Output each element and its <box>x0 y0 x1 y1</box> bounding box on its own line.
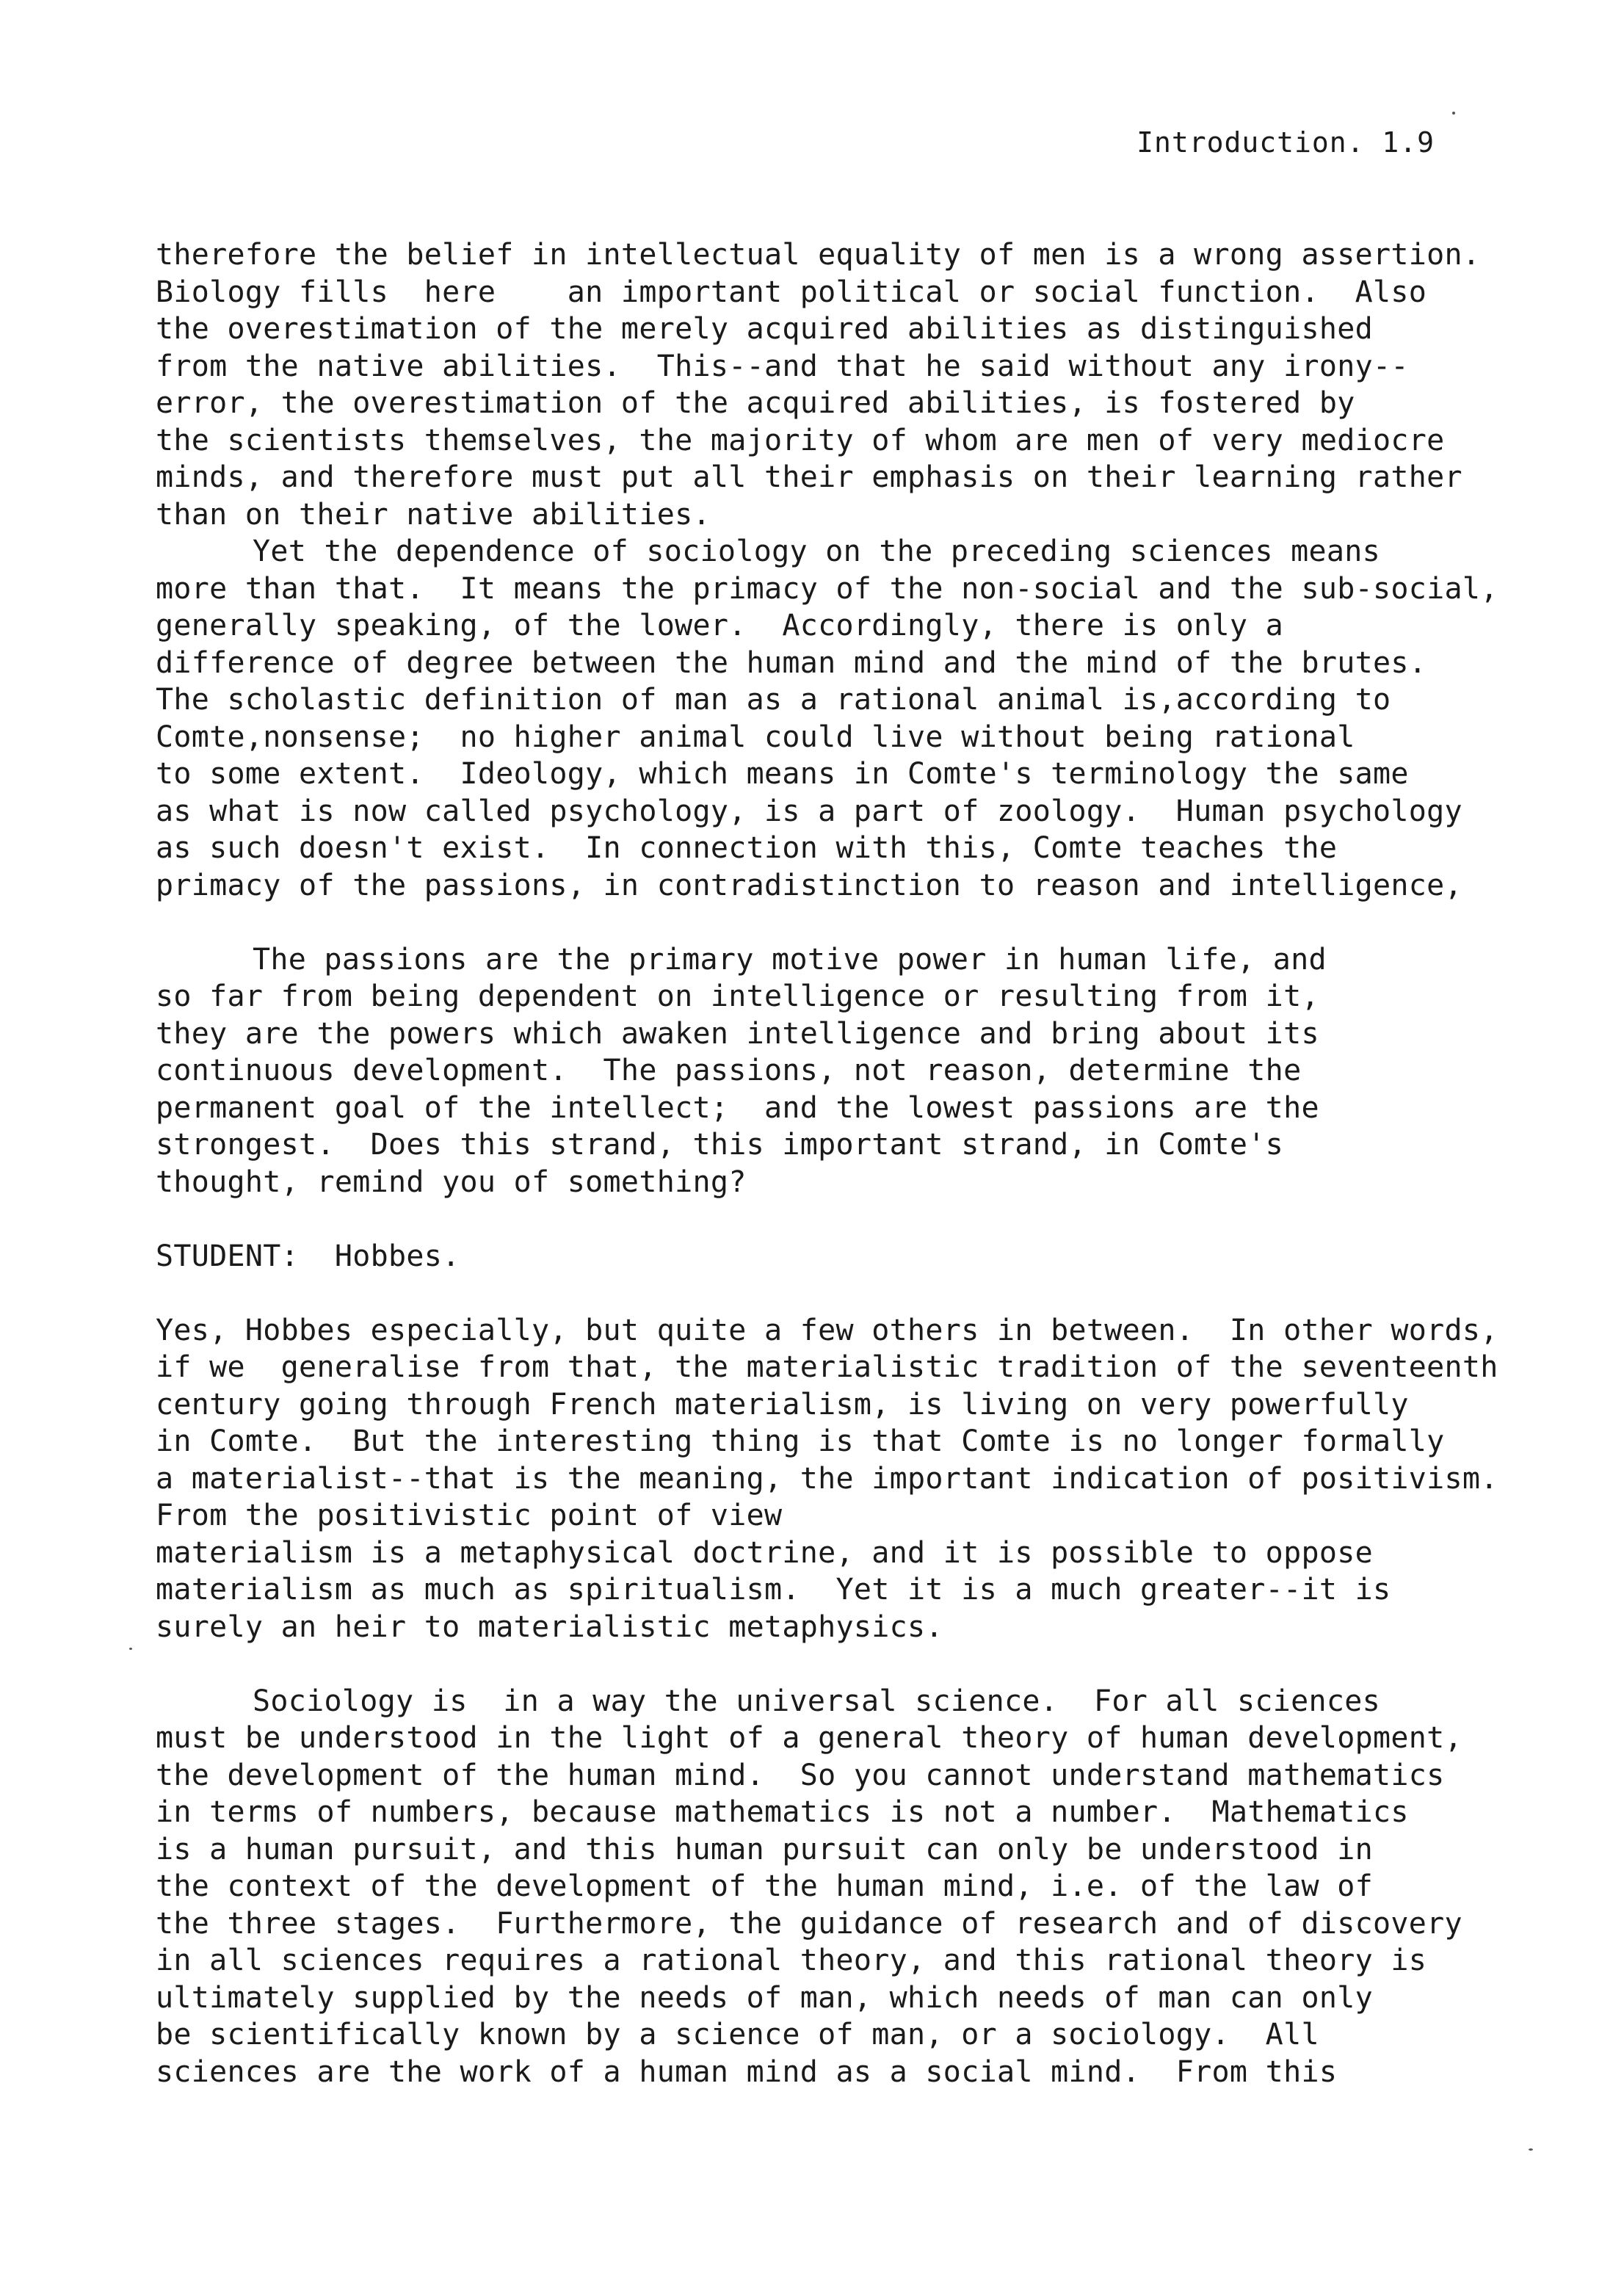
text-line: to some extent. Ideology, which means in Comte's terminology the same <box>156 757 1409 791</box>
text-line: generally speaking, of the lower. Accordingly, there is only a <box>156 609 1284 642</box>
paragraph-6 <box>156 1683 1565 2091</box>
text-line: the three stages. Furthermore, the guidance of research and of discovery <box>156 1906 1462 1941</box>
paragraph-3 <box>156 941 1565 1201</box>
paragraph-spacer <box>156 1645 1565 1683</box>
text-line: From the positivistic point of view <box>156 1499 783 1532</box>
text-line: The passions are the primary motive power in human life, and <box>253 942 1327 977</box>
text-line: so far from being dependent on intelligence or resulting from it, <box>156 979 1319 1013</box>
text-line: error, the overestimation of the acquired abilities, is fostered by <box>156 386 1355 420</box>
scan-speck <box>1529 2148 1533 2151</box>
text-line: they are the powers which awaken intelligence and bring about its <box>156 1016 1319 1051</box>
running-header: Introduction. 1.9 <box>1137 126 1435 159</box>
text-line: minds, and therefore must put all their emphasis on their learning rather <box>156 460 1462 494</box>
text-line: more than that. It means the primacy of the non-social and the sub-social, <box>156 571 1498 606</box>
text-line: the overestimation of the merely acquired abilities as distinguished <box>156 312 1373 346</box>
text-line: Biology fills here an important political or social function. Also <box>156 275 1427 309</box>
paragraph-spacer <box>156 1275 1565 1312</box>
text-line: Yes, Hobbes especially, but quite a few others in between. In other words, <box>156 1313 1498 1347</box>
text-line: permanent goal of the intellect; and the lowest passions are the <box>156 1090 1319 1125</box>
text-line: materialism is a metaphysical doctrine, and it is possible to oppose <box>156 1535 1373 1570</box>
paragraph-1 <box>156 236 1565 533</box>
paragraph-2 <box>156 533 1565 904</box>
text-line: century going through French materialism, is living on very powerfully <box>156 1387 1409 1422</box>
text-line: as such doesn't exist. In connection with this, Comte teaches the <box>156 831 1338 865</box>
text-line: sciences are the work of a human mind as a social mind. From this <box>156 2054 1338 2089</box>
paragraph-5 <box>156 1312 1565 1646</box>
document-body <box>156 236 1565 2090</box>
text-line: ultimately supplied by the needs of man, which needs of man can only <box>156 1980 1373 2015</box>
text-line: if we generalise from that, the materialistic tradition of the seventeenth <box>156 1350 1498 1384</box>
text-line: be scientifically known by a science of man, or a sociology. All <box>156 2018 1319 2052</box>
text-line: from the native abilities. This--and that he said without any irony-- <box>156 349 1409 383</box>
text-line: Comte,nonsense; no higher animal could live without being rational <box>156 720 1355 754</box>
paragraph-spacer <box>156 904 1565 941</box>
paragraph-spacer <box>156 1201 1565 1238</box>
text-line: Yet the dependence of sociology on the preceding sciences means <box>253 535 1381 568</box>
text-line: surely an heir to materialistic metaphysics. <box>156 1609 943 1644</box>
text-line: the scientists themselves, the majority of whom are men of very mediocre <box>156 423 1445 457</box>
text-line: strongest. Does this strand, this important strand, in Comte's <box>156 1128 1284 1162</box>
text-line: a materialist--that is the meaning, the important indication of positivism. <box>156 1461 1498 1496</box>
text-line: continuous development. The passions, not reason, determine the <box>156 1054 1302 1087</box>
text-line: than on their native abilities. <box>156 497 711 532</box>
text-line: in terms of numbers, because mathematics is not a number. Mathematics <box>156 1795 1409 1829</box>
text-line: is a human pursuit, and this human pursuit can only be understood in <box>156 1832 1373 1866</box>
scan-speck <box>1452 112 1455 115</box>
text-line: the development of the human mind. So you cannot understand mathematics <box>156 1758 1445 1792</box>
text-line: thought, remind you of something? <box>156 1165 747 1199</box>
text-line: must be understood in the light of a general theory of human development, <box>156 1721 1462 1755</box>
text-line: the context of the development of the human mind, i.e. of the law of <box>156 1869 1373 1903</box>
text-line: difference of degree between the human mind and the mind of the brutes. <box>156 645 1427 680</box>
text-line: The scholastic definition of man as a rational animal is,according to <box>156 683 1391 717</box>
text-line: primacy of the passions, in contradistinction to reason and intelligence, <box>156 868 1462 902</box>
text-line: in Comte. But the interesting thing is that Comte is no longer formally <box>156 1424 1445 1458</box>
student-speaker-line <box>156 1238 1565 1275</box>
text-line: therefore the belief in intellectual equality of men is a wrong assertion. <box>156 238 1481 272</box>
scan-speck <box>129 1648 132 1650</box>
text-line: STUDENT: Hobbes. <box>156 1239 460 1273</box>
text-line: in all sciences requires a rational theory, and this rational theory is <box>156 1944 1427 1977</box>
text-line: as what is now called psychology, is a part of zoology. Human psychology <box>156 794 1462 828</box>
text-line: materialism as much as spiritualism. Yet it is a much greater--it is <box>156 1573 1391 1607</box>
text-line: Sociology is in a way the universal science. For all sciences <box>253 1684 1381 1718</box>
